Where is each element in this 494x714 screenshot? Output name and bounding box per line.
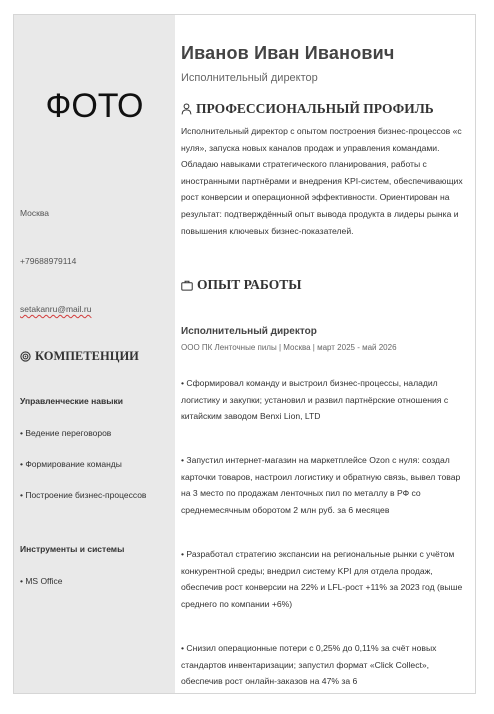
- full-name: Иванов Иван Иванович: [181, 43, 395, 63]
- tools-title: Инструменты и системы: [20, 544, 125, 554]
- job-meta: ООО ПК Ленточные пилы | Москва | март 2025 - май 2026: [181, 343, 397, 352]
- target-icon: [20, 351, 31, 362]
- achievement-item: • Запустил интернет-магазин на маркетплейсе Ozon с нуля: создал карточки товаров, настроил логистику и обратную связь, вывел товар на 3 место по продажам ленточных пил по металлу в РФ со среднемесячным оборотом 2 млн руб. за 6 месяцев: [181, 455, 461, 515]
- experience-heading: [181, 277, 302, 293]
- profile-heading: [181, 101, 434, 117]
- skill-item: • Построение бизнес-процессов: [20, 490, 147, 500]
- job-title: Исполнительный директор: [181, 326, 317, 337]
- person-icon: [181, 103, 192, 115]
- sidebar: [14, 15, 175, 693]
- profile-text: Исполнительный директор с опытом построения бизнес-процессов «с нуля», запуска новых каналов продаж и управления командами. Обладаю навыками стратегического планирования, работы с иностранными партнёрами и внедрения KPI-систем, обеспечивающих рост конверсии и операционной эффективности. Ориентирован на результат: подтверждённый опыт вывода продукта в лидеры рынка и повышения ключевых бизнес-показателей.: [181, 126, 463, 236]
- tool-item: • MS Office: [20, 576, 63, 586]
- briefcase-icon: [181, 280, 193, 291]
- email[interactable]: setakanru@mail.ru: [20, 304, 92, 314]
- managerial-skills-title: Управленческие навыки: [20, 396, 123, 406]
- main-content: [175, 15, 475, 693]
- achievement-item: • Разработал стратегию экспансии на региональные рынки с учётом конкурентной среды; внедрил систему KPI для отдела продаж, обеспечив рост конверсии на 22% и LFL-рост +11% за 2023 год (выше среднего по компании +6%): [181, 549, 463, 609]
- job-role: Исполнительный директор: [181, 72, 318, 84]
- profile-heading-label: ПРОФЕССИОНАЛЬНЫЙ ПРОФИЛЬ: [196, 101, 434, 116]
- competencies-heading: [20, 349, 139, 364]
- phone: +79688979114: [20, 256, 77, 266]
- skill-item: • Ведение переговоров: [20, 428, 112, 438]
- experience-heading-label: ОПЫТ РАБОТЫ: [197, 277, 302, 292]
- resume-page: [13, 14, 476, 694]
- achievement-item: • Снизил операционные потери с 0,25% до 0,11% за счёт новых стандартов инвентаризации; запустил формат «Click Collect», обеспечив рост онлайн-заказов на 47% за 6: [181, 643, 437, 687]
- city: Москва: [20, 208, 50, 218]
- competencies-heading-label: КОМПЕТЕНЦИИ: [35, 349, 139, 363]
- skill-item: • Формирование команды: [20, 459, 122, 469]
- achievement-item: • Сформировал команду и выстроил бизнес-процессы, наладил логистику и закупки; установил и развил партнёрские отношения с китайским заводом Benxi Lion, LTD: [181, 378, 449, 422]
- photo-placeholder: ФОТО: [45, 87, 144, 125]
